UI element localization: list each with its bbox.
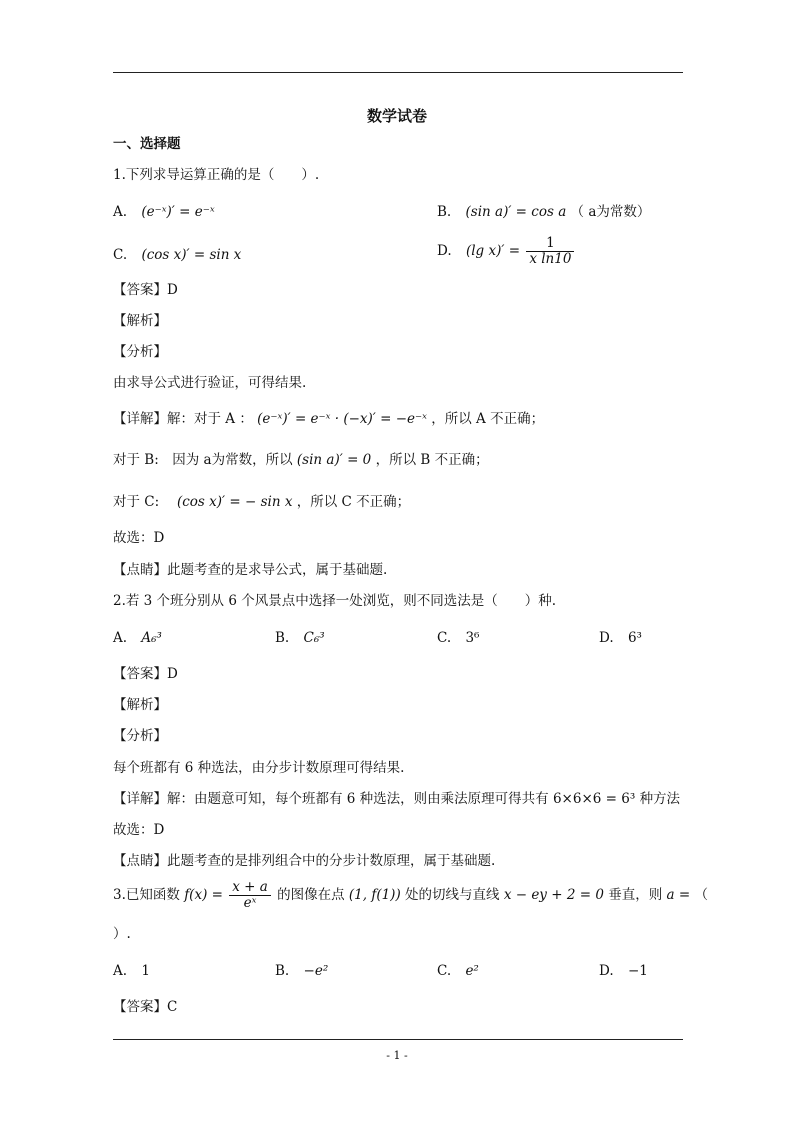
q1-detail-c-math: (cos x)′ = − sin x bbox=[176, 494, 293, 510]
q1-option-d-denominator: x ln10 bbox=[529, 251, 572, 267]
q3-stem-prefix: 3.已知函数 bbox=[113, 887, 180, 903]
q3-stem-point: (1, f(1)) bbox=[348, 887, 401, 903]
q1-analysis: 由求导公式进行验证，可得结果. bbox=[113, 375, 307, 391]
q1-detail-b bbox=[113, 451, 489, 469]
q1-stem: 1.下列求导运算正确的是（ ）. bbox=[113, 167, 320, 183]
q1-option-d-math: (lg x)′ = bbox=[465, 243, 521, 259]
header-rule bbox=[113, 72, 683, 73]
q3-stem bbox=[113, 880, 708, 911]
q1-option-a-math: (e⁻ˣ)′ = e⁻ˣ bbox=[141, 204, 215, 220]
q2-option-c-label: C. bbox=[437, 630, 452, 646]
q1-detail-c-prefix: 对于 C: bbox=[113, 494, 173, 510]
q2-detail-math: 6×6×6 = 6³ bbox=[552, 791, 636, 807]
q2-jiexi: 【解析】 bbox=[113, 697, 167, 713]
q3-stem-line-equation: x − ey + 2 = 0 bbox=[503, 887, 604, 903]
q3-option-d bbox=[599, 962, 648, 980]
q1-option-c-math: (cos x)′ = sin x bbox=[141, 247, 242, 263]
q2-choose: 故选：D bbox=[113, 822, 165, 838]
q2-detail-suffix: 种方法 bbox=[639, 791, 681, 807]
q3-stem-function: f(x) = bbox=[184, 887, 223, 903]
q2-detail-prefix: 【详解】解：由题意可知，每个班都有 6 种选法，则由乘法原理可得共有 bbox=[113, 791, 549, 807]
q2-stem: 2.若 3 个班分别从 6 个风景点中选择一处浏览，则不同选法是（ ）种. bbox=[113, 593, 557, 609]
q3-stem-a: a = bbox=[666, 887, 691, 903]
q3-stem-denominator: eˣ bbox=[243, 895, 257, 911]
q3-stem-line2: ）. bbox=[113, 926, 131, 942]
q2-comment: 【点睛】此题考查的是排列组合中的分步计数原理，属于基础题. bbox=[113, 853, 496, 869]
q3-stem-numerator: x + a bbox=[229, 880, 271, 896]
q1-jiexi: 【解析】 bbox=[113, 313, 167, 329]
q2-detail bbox=[113, 790, 680, 808]
q1-option-d bbox=[437, 236, 576, 267]
q1-option-c bbox=[113, 246, 241, 264]
q3-stem-end: （ bbox=[694, 887, 708, 903]
page-title: 数学试卷 bbox=[366, 107, 427, 125]
q3-option-d-math: −1 bbox=[627, 963, 648, 979]
q3-option-c bbox=[437, 962, 479, 980]
page-number: - 1 - bbox=[386, 1049, 408, 1062]
q1-detail-b-prefix: 对于 B: 因为 a为常数，所以 bbox=[113, 452, 293, 468]
q1-detail-c-suffix: ，所以 C 不正确； bbox=[296, 494, 411, 510]
q2-option-b bbox=[275, 629, 325, 647]
q2-option-d bbox=[599, 629, 642, 647]
q1-detail-b-suffix: ，所以 B 不正确； bbox=[375, 452, 489, 468]
q3-stem-mid: 的图像在点 bbox=[277, 887, 345, 903]
q1-option-a bbox=[113, 203, 215, 221]
q3-option-a-math: 1 bbox=[141, 963, 150, 979]
q3-option-c-label: C. bbox=[437, 963, 452, 979]
q1-option-b-label: B. bbox=[437, 204, 452, 220]
q1-detail-a bbox=[113, 410, 544, 428]
q1-detail-a-math: (e⁻ˣ)′ = e⁻ˣ · (−x)′ = −e⁻ˣ bbox=[257, 411, 427, 427]
q1-option-d-fraction bbox=[526, 236, 574, 267]
q1-option-d-numerator: 1 bbox=[526, 236, 574, 252]
q3-option-a bbox=[113, 962, 150, 980]
q2-option-d-math: 6³ bbox=[627, 630, 642, 646]
q2-option-b-math: C₆³ bbox=[303, 630, 325, 646]
q2-option-c-math: 3⁶ bbox=[465, 630, 480, 646]
q1-option-d-label: D. bbox=[437, 243, 452, 259]
q1-option-b-note: （ a为常数） bbox=[570, 204, 651, 220]
q3-option-b-label: B. bbox=[275, 963, 290, 979]
q3-option-a-label: A. bbox=[113, 963, 128, 979]
q2-fenxi: 【分析】 bbox=[113, 728, 167, 744]
q2-option-a bbox=[113, 629, 162, 647]
q2-option-a-math: A₆³ bbox=[141, 630, 162, 646]
q1-fenxi: 【分析】 bbox=[113, 344, 167, 360]
q2-option-d-label: D. bbox=[599, 630, 614, 646]
q3-answer: 【答案】C bbox=[113, 999, 178, 1015]
q2-option-a-label: A. bbox=[113, 630, 128, 646]
q1-option-b-math: (sin a)′ = cos a bbox=[465, 204, 567, 220]
section-heading: 一、选择题 bbox=[113, 136, 181, 152]
q2-analysis: 每个班都有 6 种选法，由分步计数原理可得结果. bbox=[113, 760, 405, 776]
q1-detail-a-prefix: 【详解】解：对于 A ： bbox=[113, 411, 253, 427]
q1-answer: 【答案】D bbox=[113, 282, 178, 298]
q3-option-b bbox=[275, 962, 328, 980]
q1-option-c-label: C. bbox=[113, 247, 128, 263]
q3-stem-fraction bbox=[229, 880, 271, 911]
q3-option-d-label: D. bbox=[599, 963, 614, 979]
q1-option-b bbox=[437, 203, 650, 221]
q3-option-b-math: −e² bbox=[303, 963, 329, 979]
q1-detail-b-math: (sin a)′ = 0 bbox=[296, 452, 372, 468]
q3-option-c-math: e² bbox=[465, 963, 479, 979]
q2-option-b-label: B. bbox=[275, 630, 290, 646]
q3-stem-mid2: 处的切线与直线 bbox=[405, 887, 500, 903]
q2-option-c bbox=[437, 629, 479, 647]
q3-stem-post: 垂直，则 bbox=[608, 887, 663, 903]
q1-choose: 故选：D bbox=[113, 530, 165, 546]
q1-option-a-label: A. bbox=[113, 204, 128, 220]
q1-detail-a-suffix: ，所以 A 不正确； bbox=[431, 411, 545, 427]
footer-rule bbox=[113, 1039, 683, 1040]
q2-answer: 【答案】D bbox=[113, 666, 178, 682]
q1-comment: 【点睛】此题考查的是求导公式，属于基础题. bbox=[113, 562, 388, 578]
q1-detail-c bbox=[113, 493, 410, 511]
